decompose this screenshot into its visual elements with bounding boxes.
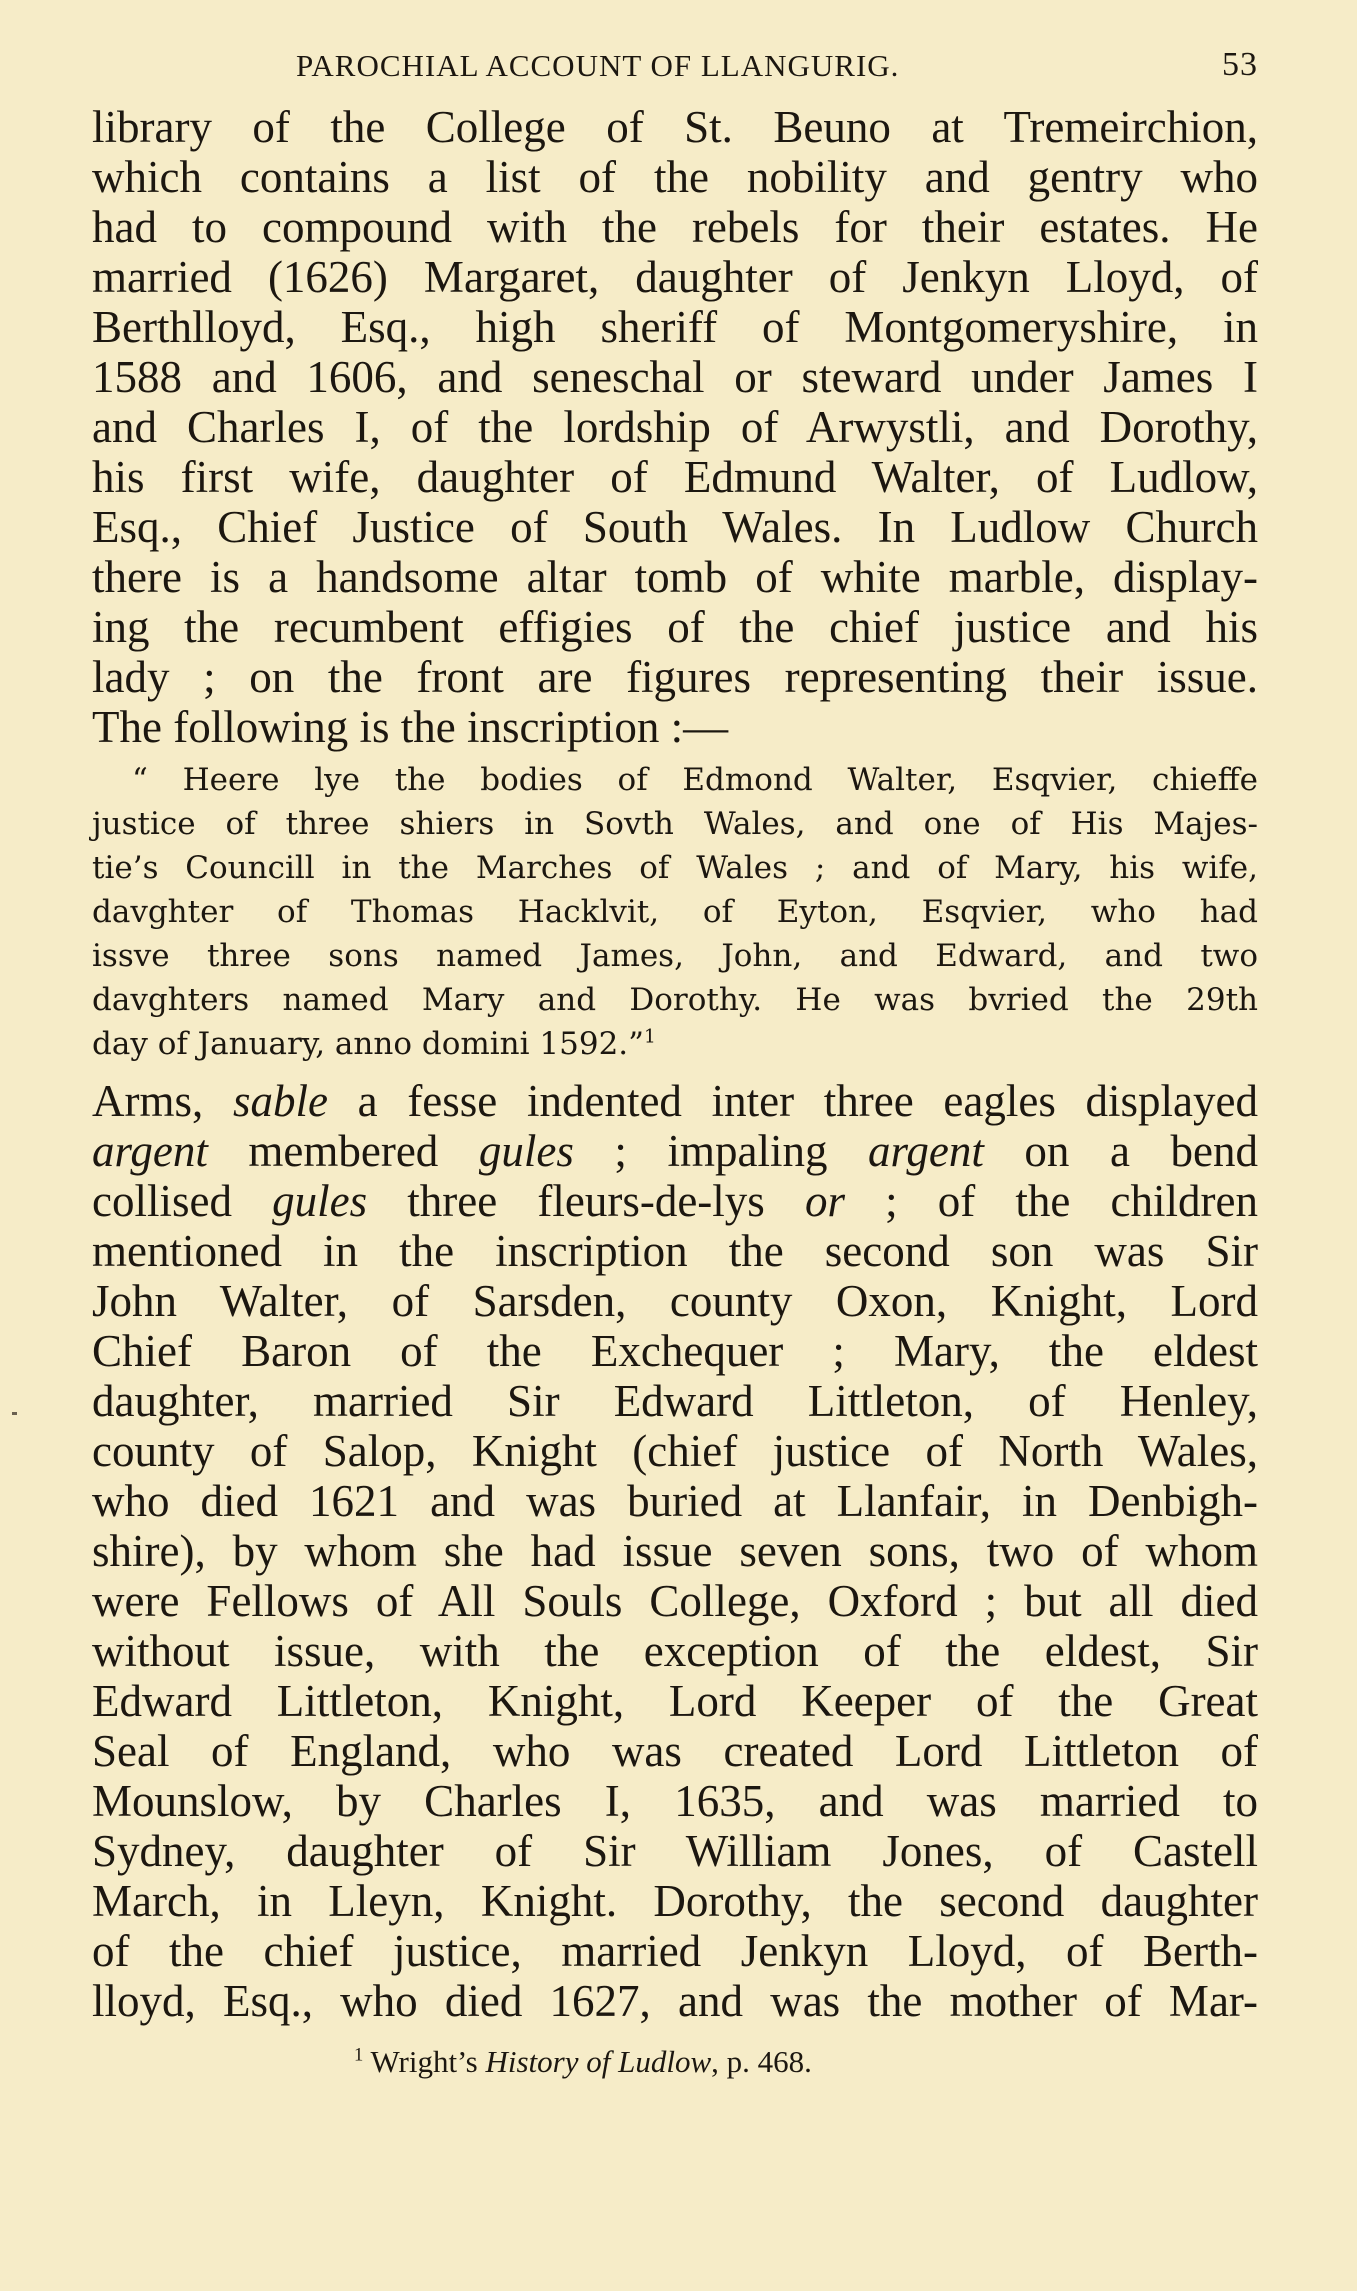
text-run: three fleurs-de-lys <box>367 1176 805 1226</box>
text-line: 1588 and 1606, and seneschal or steward under James I <box>92 352 1258 402</box>
heraldic-term: argent <box>92 1126 208 1176</box>
paragraph-2 <box>92 1076 1258 2026</box>
paragraph-1 <box>92 102 1258 752</box>
text-line: had to compound with the rebels for their estates. He <box>92 202 1258 252</box>
text-line: his first wife, daughter of Edmund Walter, of Ludlow, <box>92 452 1258 502</box>
text-line: Sydney, daughter of Sir William Jones, of Castell <box>92 1826 1258 1876</box>
text-line: of the chief justice, married Jenkyn Lloyd, of Berth- <box>92 1926 1258 1976</box>
quote-line: “ Heere lye the bodies of Edmond Walter, Esqvier, chieffe <box>132 762 1258 798</box>
text-line: which contains a list of the nobility and gentry who <box>92 152 1258 202</box>
text-run: on a bend <box>983 1126 1258 1176</box>
text-line: Berthlloyd, Esq., high sheriff of Montgomeryshire, in <box>92 302 1258 352</box>
text-line: ing the recumbent effigies of the chief justice and his <box>92 602 1258 652</box>
quote-line: issve three sons named James, John, and Edward, and two <box>92 938 1258 974</box>
text-line: March, in Lleyn, Knight. Dorothy, the second daughter <box>92 1876 1258 1926</box>
text-line: and Charles I, of the lordship of Arwystli, and Dorothy, <box>92 402 1258 452</box>
text-line: daughter, married Sir Edward Littleton, of Henley, <box>92 1376 1258 1426</box>
text-line: library of the College of St. Beuno at Tremeirchion, <box>92 102 1258 152</box>
footnote <box>92 2044 1258 2080</box>
footnote-title: History of Ludlow <box>485 2044 712 2079</box>
text-line: Chief Baron of the Exchequer ; Mary, the eldest <box>92 1326 1258 1376</box>
page-header <box>92 40 1258 102</box>
text-line: who died 1621 and was buried at Llanfair, in Denbigh- <box>92 1476 1258 1526</box>
inscription-quote <box>92 758 1258 1066</box>
text-line: mentioned in the inscription the second son was Sir <box>92 1226 1258 1276</box>
text-line: The following is the inscription :— <box>92 702 729 752</box>
text-run: collised <box>92 1176 273 1226</box>
footnote-marker: 1 <box>354 2044 364 2066</box>
text-run: membered <box>207 1126 479 1176</box>
heraldic-term: or <box>804 1176 845 1226</box>
heraldic-term: gules <box>272 1176 368 1226</box>
heraldic-term: argent <box>868 1126 984 1176</box>
text-line: county of Salop, Knight (chief justice of North Wales, <box>92 1426 1258 1476</box>
text-line <box>92 1126 1258 1176</box>
text-run: a fesse indented inter three eagles displayed <box>327 1076 1258 1126</box>
text-run: ; impaling <box>573 1126 869 1176</box>
text-line: lady ; on the front are figures representing their issue. <box>92 652 1258 702</box>
quote-line: tie’s Councill in the Marches of Wales ; and of Mary, his wife, <box>92 850 1258 886</box>
heraldic-term: gules <box>478 1126 574 1176</box>
text-line: there is a handsome altar tomb of white marble, display- <box>92 552 1258 602</box>
stray-ink-mark <box>12 1412 17 1415</box>
book-page <box>92 40 1258 2080</box>
quote-line-text: day of January, anno domini 1592.” <box>92 1026 645 1062</box>
text-run: ; of the children <box>844 1176 1258 1226</box>
text-line: Seal of England, who was created Lord Littleton of <box>92 1726 1258 1776</box>
text-line: John Walter, of Sarsden, county Oxon, Knight, Lord <box>92 1276 1258 1326</box>
footnote-author: Wright’s <box>363 2044 486 2079</box>
quote-line-last <box>92 1022 1258 1066</box>
text-line <box>92 1176 1258 1226</box>
running-head: PAROCHIAL ACCOUNT OF LLANGURIG. <box>296 48 900 83</box>
quote-line: davghters named Mary and Dorothy. He was bvried the 29th <box>92 982 1258 1018</box>
text-line: were Fellows of All Souls College, Oxford ; but all died <box>92 1576 1258 1626</box>
footnote-reference: 1 <box>644 1026 656 1048</box>
footnote-page: , p. 468. <box>711 2044 812 2079</box>
text-line <box>92 1076 1258 1126</box>
text-run: Arms, <box>92 1076 233 1126</box>
text-line: without issue, with the exception of the eldest, Sir <box>92 1626 1258 1676</box>
text-line: shire), by whom she had issue seven sons, two of whom <box>92 1526 1258 1576</box>
text-line: lloyd, Esq., who died 1627, and was the mother of Mar- <box>92 1976 1258 2026</box>
quote-line: davghter of Thomas Hacklvit, of Eyton, Esqvier, who had <box>92 894 1258 930</box>
heraldic-term: sable <box>232 1076 328 1126</box>
text-line: Mounslow, by Charles I, 1635, and was married to <box>92 1776 1258 1826</box>
text-line: Esq., Chief Justice of South Wales. In Ludlow Church <box>92 502 1258 552</box>
quote-line: justice of three shiers in Sovth Wales, and one of His Majes- <box>92 806 1258 842</box>
text-line: Edward Littleton, Knight, Lord Keeper of the Great <box>92 1676 1258 1726</box>
page-number: 53 <box>1222 46 1258 83</box>
text-line: married (1626) Margaret, daughter of Jenkyn Lloyd, of <box>92 252 1258 302</box>
